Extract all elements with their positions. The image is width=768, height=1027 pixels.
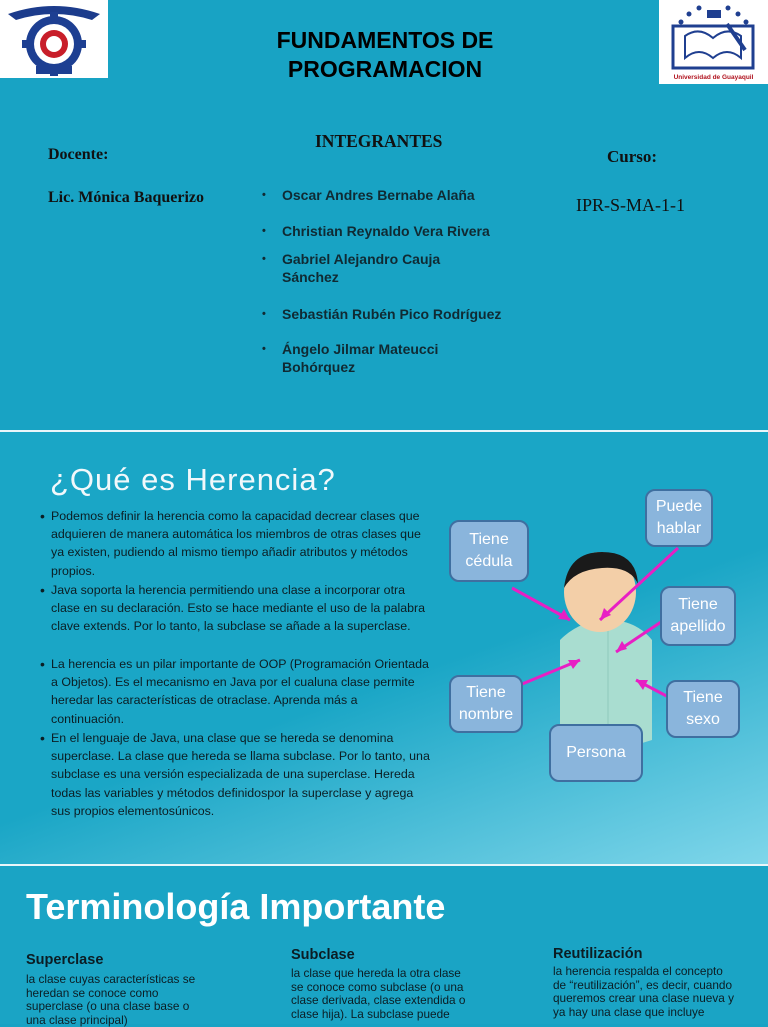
term-line: la herencia respalda el concepto [553,964,723,978]
bullet-icon: • [262,189,266,201]
box-hablar-line-1: Puede [655,498,703,515]
member-name: Christian Reynaldo Vera Rivera [282,223,490,239]
term-line: heredan se conoce como [26,985,159,1000]
term-line: se conoce como subclase (o una [291,979,464,994]
term-reutilizacion-head: Reutilización [553,946,643,962]
box-cedula-line-2: cédula [465,553,513,570]
teacher-name: Lic. Mónica Baquerizo [48,189,204,206]
box-apellido [660,586,736,646]
terminology-title: Terminología Importante [26,886,446,927]
member-item [262,340,482,376]
bullet-icon: • [262,308,266,320]
paragraph-text: La herencia es un pilar importante de OOP (Programación Orientada a Objetos). Es el mecanismo en Java por el cualuna clase permite heredar las características de otraclase. Aprenda más a continuación. [51,657,429,726]
course-title [200,26,570,84]
bullet-icon: • [40,508,45,524]
box-nombre-line-1: Tiene [466,684,506,701]
box-cedula-line-1: Tiene [469,531,509,548]
term-reutilizacion-body [553,965,763,1019]
term-line: una clase principal) [26,1012,128,1027]
paragraph-item [40,655,432,728]
box-sexo-line-1: Tiene [683,689,723,706]
teacher-label: Docente: [48,146,109,163]
paragraph-text: Java soporta la herencia permitiendo una clase a incorporar otra clase en su declaración. Esto se hace mediante el uso de la palabra clave extends. Por lo tanto, la subclase se añade a la superclase. [51,583,426,634]
term-line: ya hay una clase que incluye [553,1004,705,1019]
term-subclase-body [291,967,511,1021]
paragraph-text: En el lenguaje de Java, una clase que se hereda se denomina superclase. La clase que hereda se llama subclase. Por lo tanto, una subclase es una versión especializada de una superclase. Hereda todas las variables y métodos definidospor la superclase y agrega sus propios elementosúnicos. [51,731,430,818]
paragraph-item [40,729,432,820]
member-name: Oscar Andres Bernabe Alaña [282,187,475,203]
paragraph-text: Podemos definir la herencia como la capacidad decrear clases que adquieren de manera automática los miembros de otras clases que ya existen, pudiendo al mismo tiempo añadir atributos y métodos propios. [51,509,421,578]
member-item [262,250,492,286]
faculty-logo [0,0,108,78]
term-superclase-body [26,973,246,1027]
term-line: superclase (o una clase base o [26,999,190,1014]
term-superclase-head: Superclase [26,952,104,968]
box-sexo-line-2: sexo [686,711,720,728]
box-nombre-line-2: nombre [458,706,514,723]
herencia-title: ¿Qué es Herencia? [50,462,336,497]
box-apellido-line-1: Tiene [678,596,718,613]
bullet-icon: • [40,656,45,672]
person-figure [560,552,652,748]
members-label: INTEGRANTES [315,131,443,151]
member-item [262,186,532,204]
bullet-icon: • [262,253,266,265]
box-sexo [666,680,740,738]
university-logo [659,0,768,84]
box-nombre [449,675,523,733]
bullet-icon: • [262,343,266,355]
paragraph-item [40,581,432,636]
bullet-icon: • [40,730,45,746]
term-line: la clase que hereda la otra clase [291,966,461,980]
member-item [262,222,532,240]
member-name: Gabriel Alejandro Cauja Sánchez [282,251,441,285]
term-subclase-head: Subclase [291,947,355,963]
term-line: clase hija). La subclase puede [291,1006,450,1021]
member-name: Ángelo Jilmar Mateucci Bohórquez [282,341,439,375]
member-name: Sebastián Rubén Pico Rodríguez [282,306,502,322]
box-persona-label: Persona [566,744,626,761]
course-code: IPR-S-MA-1-1 [576,195,686,215]
course-title-line-1: FUNDAMENTOS DE [276,27,494,53]
course-title-line-2: PROGRAMACION [287,56,483,82]
box-hablar-line-2: hablar [656,520,702,537]
box-persona [549,724,643,782]
term-line: queremos crear una clase nueva y [553,991,734,1006]
term-line: clase derivada, clase extendida o [291,993,466,1008]
course-label: Curso: [607,147,658,166]
box-apellido-line-2: apellido [670,618,726,635]
university-name: Universidad de Guayaquil [673,74,754,81]
term-line: de “reutilización”, es decir, cuando [553,977,733,992]
bullet-icon: • [40,582,45,598]
box-cedula [449,520,529,582]
term-line: la clase cuyas características se [26,972,196,986]
bullet-icon: • [262,225,266,237]
paragraph-item [40,507,432,580]
box-hablar [645,489,713,547]
slide-title [0,0,768,430]
member-item [262,305,532,323]
